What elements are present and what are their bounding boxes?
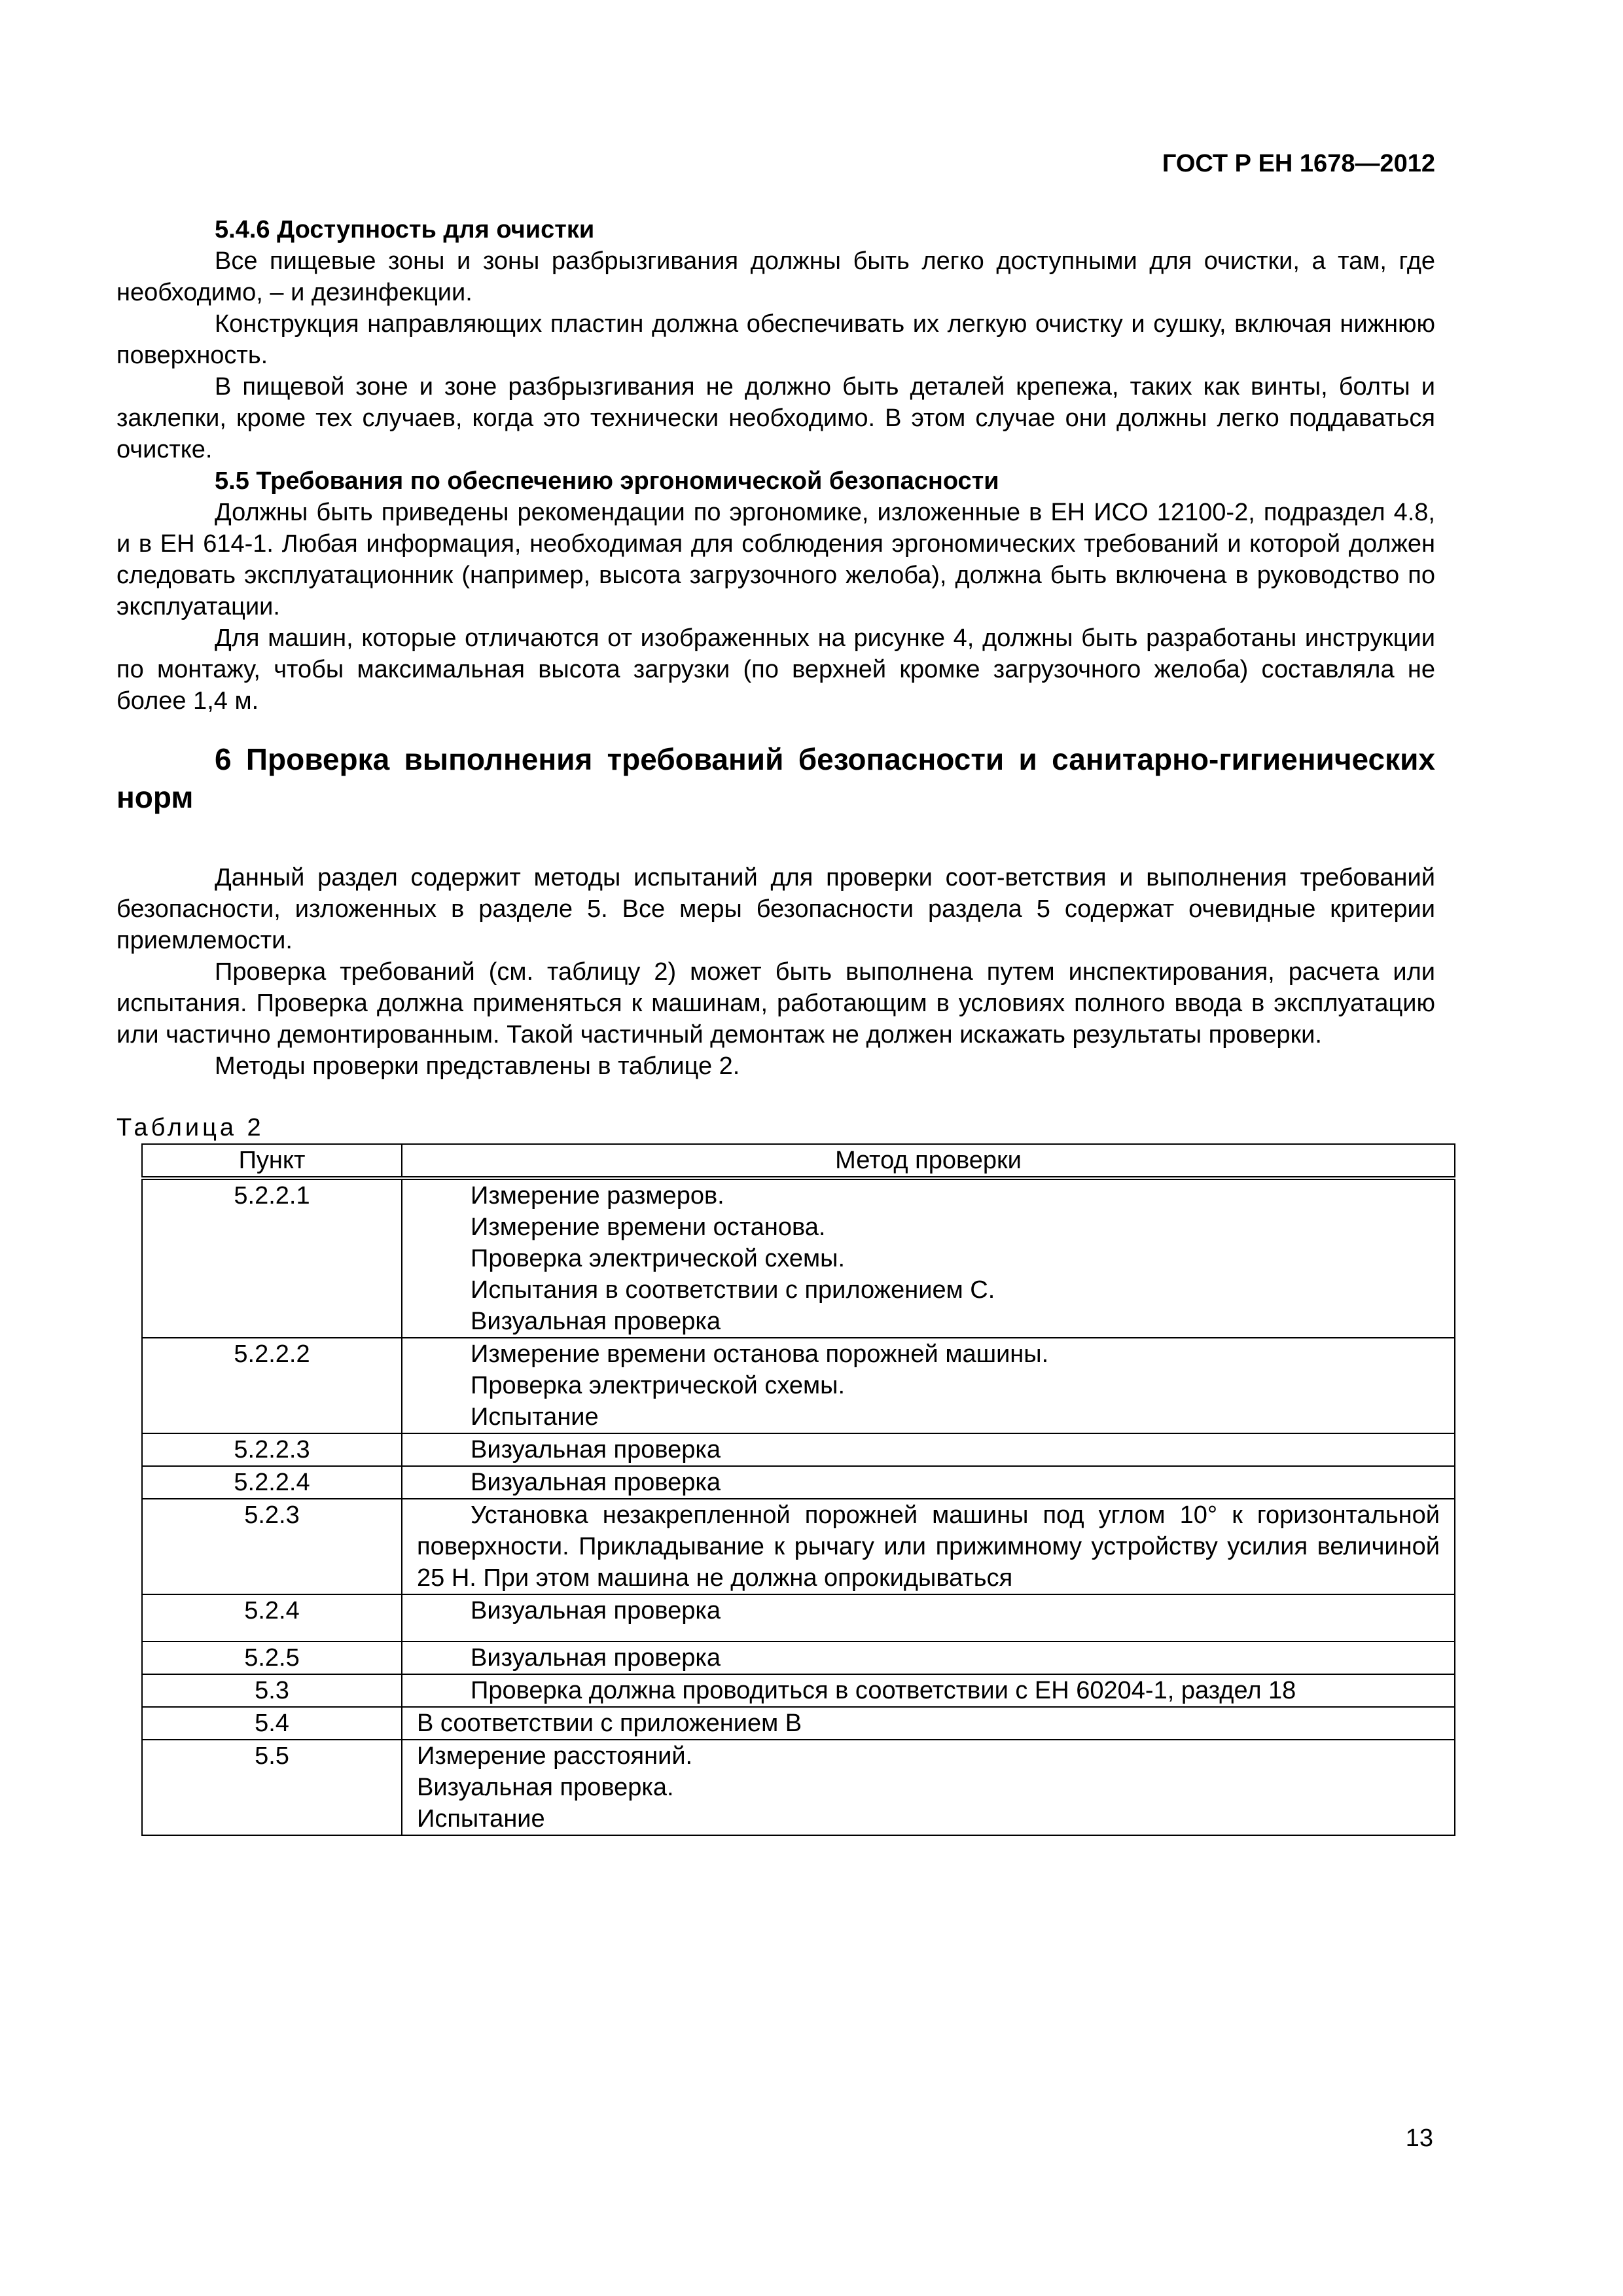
method-line: Установка незакрепленной порожней машины под углом 10° к горизонтальной поверхности. Прикладывание к рычагу или прижимному устройству усилия величиной 25 Н. При этом машина не должна опрокидываться: [417, 1501, 1440, 1592]
item-cell: 5.2.2.1: [142, 1178, 402, 1338]
table-row: [142, 1674, 1455, 1707]
verification-methods-table: [141, 1143, 1455, 1836]
method-line: Проверка должна проводиться в соответствии с ЕН 60204-1, раздел 18: [471, 1677, 1296, 1704]
method-line: Визуальная проверка: [471, 1597, 721, 1624]
method-line: Измерение времени останова.: [471, 1213, 826, 1241]
paragraph: Конструкция направляющих пластин должна обеспечивать их легкую очистку и сушку, включая нижнюю поверхность.: [116, 310, 1435, 369]
item-cell: 5.2.5: [142, 1641, 402, 1674]
method-line: Визуальная проверка: [471, 1644, 721, 1672]
table-row: [142, 1178, 1455, 1338]
method-cell: [402, 1338, 1455, 1433]
method-cell: [402, 1433, 1455, 1466]
method-line: В соответствии с приложением В: [417, 1710, 802, 1737]
method-cell: [402, 1740, 1455, 1835]
item-cell: 5.3: [142, 1674, 402, 1707]
table-row: [142, 1433, 1455, 1466]
heading-6: 6 Проверка выполнения требований безопасности и санитарно-гигиенических норм: [116, 742, 1435, 814]
method-line: Измерение размеров.: [471, 1182, 724, 1210]
paragraph: В пищевой зоне и зоне разбрызгивания не должно быть деталей крепежа, таких как винты, болты и заклепки, кроме тех случаев, когда это технически необходимо. В этом случае они должны легко поддаваться очистке.: [116, 373, 1435, 463]
method-line: Измерение времени останова порожней машины.: [471, 1340, 1049, 1368]
method-cell: [402, 1641, 1455, 1674]
section-5-4-6: [116, 214, 1435, 465]
paragraph: Все пищевые зоны и зоны разбрызгивания должны быть легко доступными для очистки, а там, где необходимо, – и дезинфекции.: [116, 247, 1435, 306]
method-cell: [402, 1707, 1455, 1740]
heading-5-4-6: 5.4.6 Доступность для очистки: [215, 216, 595, 243]
item-cell: 5.2.2.3: [142, 1433, 402, 1466]
method-line: Визуальная проверка: [471, 1436, 721, 1463]
item-cell: 5.2.2.2: [142, 1338, 402, 1433]
table-caption: Таблица 2: [116, 1114, 264, 1141]
section-5-5: [116, 465, 1435, 717]
column-header-method: Метод проверки: [402, 1144, 1455, 1178]
method-line: Проверка электрической схемы.: [471, 1372, 846, 1399]
standard-designation: ГОСТ Р ЕН 1678—2012: [1162, 150, 1435, 177]
method-line: Испытания в соответствии с приложением С.: [471, 1276, 995, 1304]
table-row: [142, 1740, 1455, 1835]
method-line: Измерение расстояний.: [417, 1742, 693, 1770]
method-line: Испытание: [417, 1805, 545, 1833]
item-cell: 5.2.3: [142, 1499, 402, 1594]
item-cell: 5.2.4: [142, 1594, 402, 1641]
table-row: [142, 1466, 1455, 1499]
method-line: Проверка электрической схемы.: [471, 1245, 846, 1272]
method-cell: [402, 1499, 1455, 1594]
method-cell: [402, 1594, 1455, 1641]
table-row: [142, 1338, 1455, 1433]
method-cell: [402, 1178, 1455, 1338]
method-line: Визуальная проверка.: [417, 1774, 674, 1801]
paragraph: Должны быть приведены рекомендации по эргономике, изложенные в ЕН ИСО 12100-2, подраздел 4.8, и в ЕН 614-1. Любая информация, необходимая для соблюдения эргономических требований и которой должен следовать эксплуатационник (например, высота загрузочного желоба), должна быть включена в руководство по эксплуатации.: [116, 499, 1435, 620]
method-line: Испытание: [471, 1403, 599, 1431]
paragraph: Проверка требований (см. таблицу 2) может быть выполнена путем инспектирования, расчета или испытания. Проверка должна применяться к машинам, работающим в условиях полного ввода в эксплуатацию или частично демонтированным. Такой частичный демонтаж не должен искажать результаты проверки.: [116, 958, 1435, 1049]
method-line: Визуальная проверка: [471, 1308, 721, 1335]
paragraph: Данный раздел содержит методы испытаний для проверки соот-ветствия и выполнения требований безопасности, изложенных в разделе 5. Все меры безопасности раздела 5 содержат очевидные критерии приемлемости.: [116, 864, 1435, 954]
table-row: [142, 1594, 1455, 1641]
table-row: [142, 1641, 1455, 1674]
item-cell: 5.5: [142, 1740, 402, 1835]
page-body: [116, 214, 1440, 1836]
item-cell: 5.4: [142, 1707, 402, 1740]
column-header-item: Пункт: [142, 1144, 402, 1178]
section-6: [116, 740, 1435, 1082]
page-number: 13: [1405, 2125, 1433, 2152]
heading-5-5: 5.5 Требования по обеспечению эргономической безопасности: [215, 467, 999, 495]
item-cell: 5.2.2.4: [142, 1466, 402, 1499]
method-cell: [402, 1674, 1455, 1707]
method-cell: [402, 1466, 1455, 1499]
table-row: [142, 1499, 1455, 1594]
method-line: Визуальная проверка: [471, 1469, 721, 1496]
table-header-row: [142, 1144, 1455, 1178]
table-row: [142, 1707, 1455, 1740]
paragraph: Методы проверки представлены в таблице 2.: [215, 1052, 740, 1080]
paragraph: Для машин, которые отличаются от изображенных на рисунке 4, должны быть разработаны инструкции по монтажу, чтобы максимальная высота загрузки (по верхней кромке загрузочного желоба) составляла не более 1,4 м.: [116, 624, 1435, 715]
